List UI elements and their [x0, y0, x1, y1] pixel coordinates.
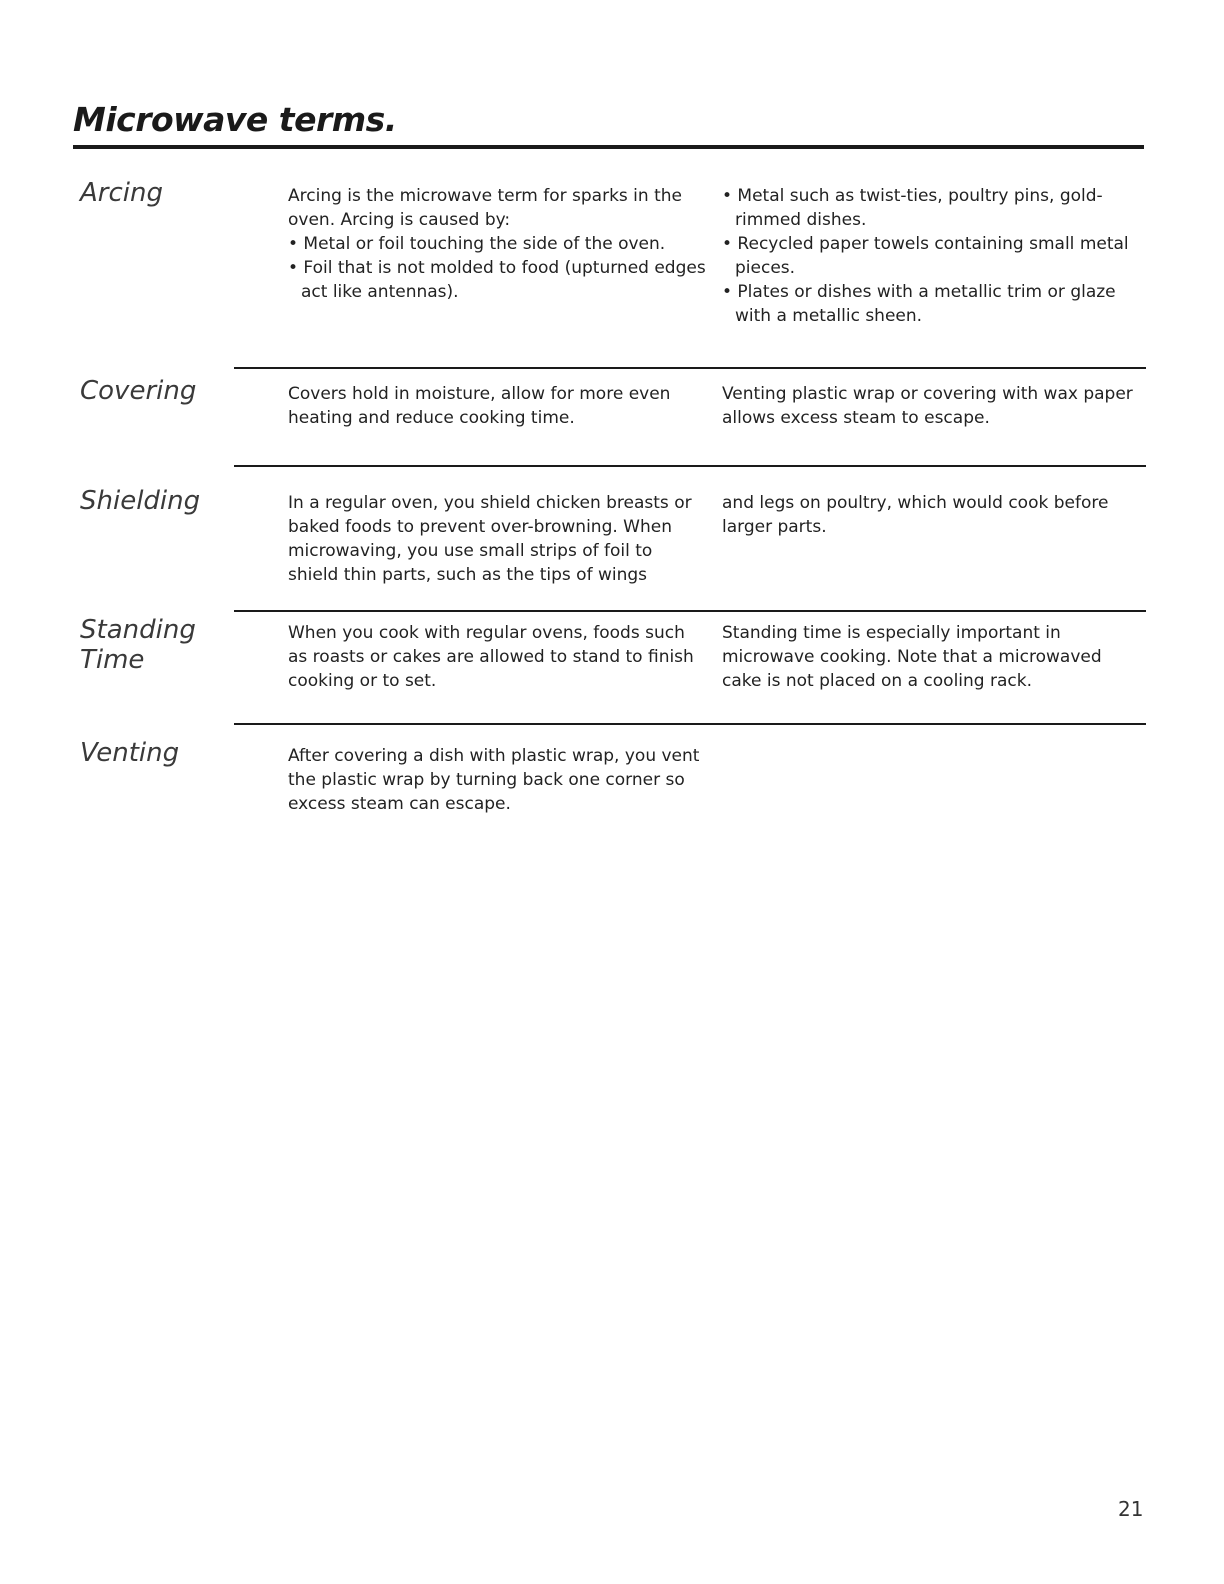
covering-column-1: Covers hold in moisture, allow for more even heating and reduce cooking time.	[288, 384, 671, 428]
arcing-bullet: • Foil that is not molded to food (upturned edges act like antennas).	[288, 258, 706, 302]
title-divider	[73, 145, 1144, 149]
arcing-bullet: • Metal or foil touching the side of the oven.	[288, 234, 666, 254]
row-divider	[234, 367, 1146, 369]
shielding-column-2: and legs on poultry, which would cook before larger parts.	[722, 493, 1109, 537]
row-divider	[234, 723, 1146, 725]
arcing-bullet: • Metal such as twist-ties, poultry pins, gold-rimmed dishes.	[722, 186, 1103, 230]
term-standing-time-line-1: Standing	[80, 615, 196, 645]
arcing-column-1	[288, 184, 708, 304]
arcing-column-2	[722, 184, 1142, 328]
term-standing-time-line-2: Time	[80, 645, 145, 675]
term-shielding: Shielding	[80, 486, 201, 516]
term-covering: Covering	[80, 376, 197, 406]
row-divider	[234, 465, 1146, 467]
shielding-column-1: In a regular oven, you shield chicken breasts or baked foods to prevent over-browning. When microwaving, you use small strips of foil to shield thin parts, such as the tips of wings	[288, 493, 692, 585]
row-divider	[234, 610, 1146, 612]
page-title: Microwave terms.	[73, 100, 397, 139]
standing-time-column-2: Standing time is especially important in microwave cooking. Note that a microwaved cake is not placed on a cooling rack.	[722, 623, 1102, 691]
standing-time-column-1: When you cook with regular ovens, foods such as roasts or cakes are allowed to stand to finish cooking or to set.	[288, 623, 694, 691]
term-standing-time	[80, 615, 230, 675]
arcing-intro: Arcing is the microwave term for sparks in the oven. Arcing is caused by:	[288, 186, 682, 230]
arcing-bullet: • Plates or dishes with a metallic trim or glaze with a metallic sheen.	[722, 282, 1116, 326]
term-venting: Venting	[80, 738, 180, 768]
page-number: 21	[1118, 1497, 1144, 1521]
arcing-bullet: • Recycled paper towels containing small metal pieces.	[722, 234, 1129, 278]
venting-column-1: After covering a dish with plastic wrap, you vent the plastic wrap by turning back one corner so excess steam can escape.	[288, 746, 700, 814]
term-arcing: Arcing	[80, 178, 163, 208]
covering-column-2: Venting plastic wrap or covering with wax paper allows excess steam to escape.	[722, 384, 1133, 428]
